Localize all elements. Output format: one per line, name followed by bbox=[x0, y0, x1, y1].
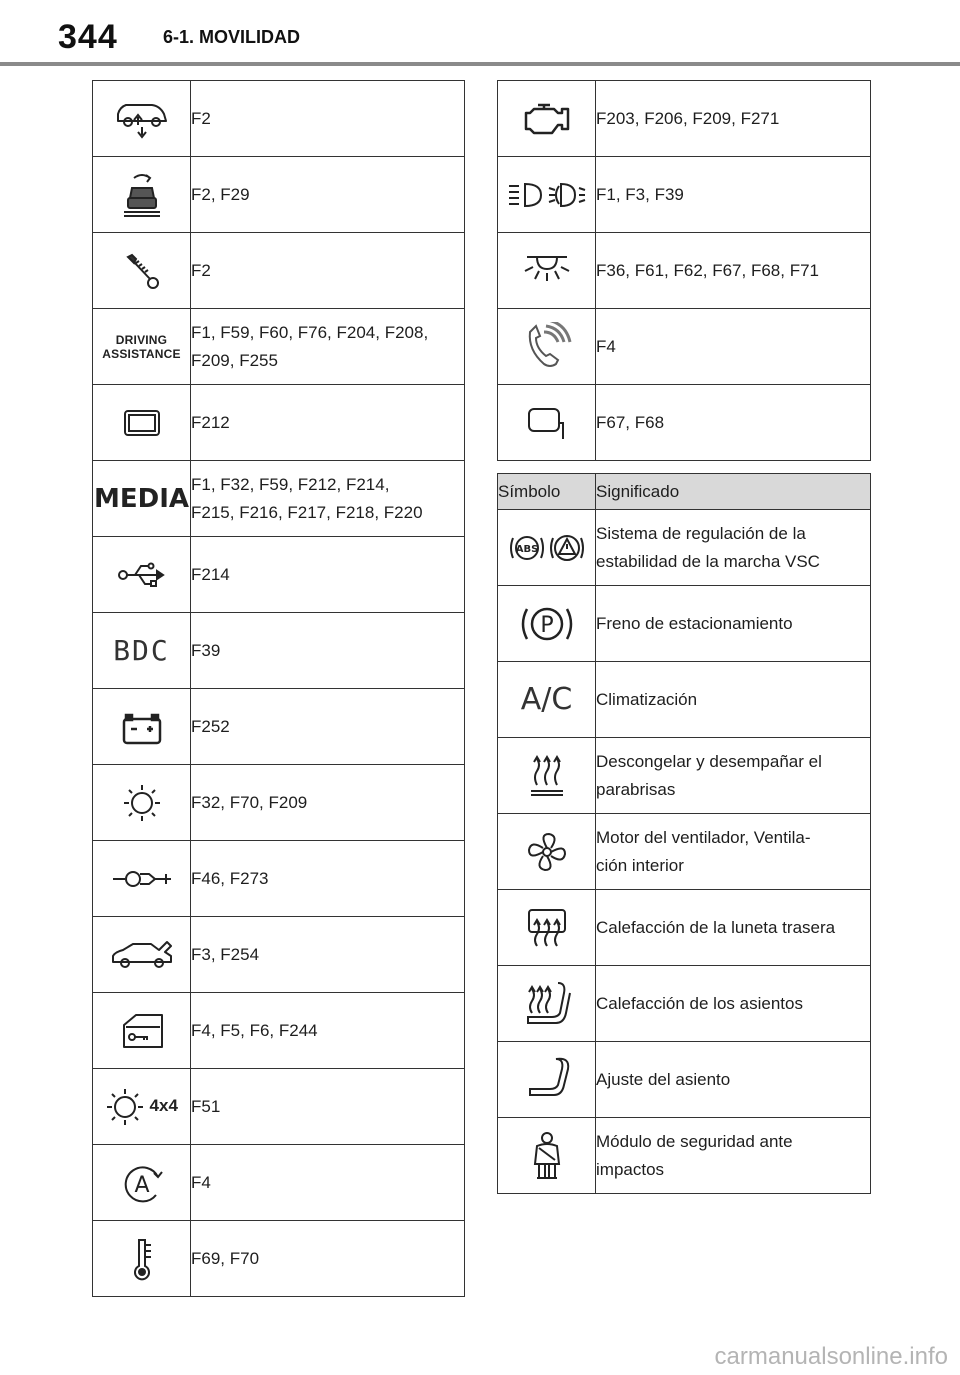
fuse-list bbox=[191, 461, 465, 537]
table-row bbox=[93, 157, 465, 233]
auto-stop-start-icon bbox=[93, 1145, 191, 1221]
interior-light-icon bbox=[498, 233, 596, 309]
seat-adjust-icon bbox=[498, 1042, 596, 1118]
ac-icon bbox=[498, 662, 596, 738]
symbol-column-header: Símbolo bbox=[498, 474, 596, 510]
fuse-list: F67, F68 bbox=[596, 385, 871, 461]
table-row bbox=[498, 814, 871, 890]
bdc-icon bbox=[93, 613, 191, 689]
fuse-list: F46, F273 bbox=[191, 841, 465, 917]
car-lift-icon bbox=[93, 157, 191, 233]
fuse-list-line: F215, F216, F217, F218, F220 bbox=[191, 502, 423, 522]
media-icon bbox=[93, 461, 191, 537]
wrench-icon bbox=[93, 233, 191, 309]
fuse-list: F252 bbox=[191, 689, 465, 765]
fuse-list-line: F1, F32, F59, F212, F214, bbox=[191, 474, 390, 494]
table-header-row bbox=[498, 474, 871, 510]
table-row bbox=[93, 917, 465, 993]
fuse-list: F32, F70, F209 bbox=[191, 765, 465, 841]
meaning-column-header: Significado bbox=[596, 474, 871, 510]
table-row bbox=[498, 157, 871, 233]
fan-icon bbox=[498, 814, 596, 890]
table-row bbox=[498, 738, 871, 814]
bdc-label: BDC bbox=[113, 634, 170, 667]
fuse-list: F69, F70 bbox=[191, 1221, 465, 1297]
parking-brake-icon bbox=[498, 586, 596, 662]
watermark: carmanualsonline.info bbox=[714, 1343, 948, 1370]
fuse-list: F214 bbox=[191, 537, 465, 613]
phone-bluetooth-icon bbox=[498, 309, 596, 385]
meaning-text: Freno de estacionamiento bbox=[596, 586, 871, 662]
page-number: 344 bbox=[58, 18, 118, 56]
cigarette-lighter-socket-icon bbox=[93, 841, 191, 917]
header-divider bbox=[0, 62, 960, 66]
meaning-text: Ajuste del asiento bbox=[596, 1042, 871, 1118]
table-row bbox=[498, 309, 871, 385]
seat-heater-icon bbox=[498, 966, 596, 1042]
meaning-line: parabrisas bbox=[596, 779, 676, 799]
thermometer-icon bbox=[93, 1221, 191, 1297]
sun-gear-icon bbox=[93, 765, 191, 841]
table-row bbox=[498, 662, 871, 738]
fuse-list: F2, F29 bbox=[191, 157, 465, 233]
driving-assistance-label-1: DRIVING bbox=[115, 332, 168, 347]
fuse-list-line: F209, F255 bbox=[191, 350, 278, 370]
table-row bbox=[498, 890, 871, 966]
fuse-list: F51 bbox=[191, 1069, 465, 1145]
symbol-meaning-table bbox=[497, 473, 871, 1194]
page-header bbox=[0, 0, 960, 80]
headlight-foglight-icon bbox=[498, 157, 596, 233]
table-row bbox=[498, 1118, 871, 1194]
engine-check-icon bbox=[498, 81, 596, 157]
fuse-list: F36, F61, F62, F67, F68, F71 bbox=[596, 233, 871, 309]
table-row bbox=[93, 385, 465, 461]
meaning-text bbox=[596, 738, 871, 814]
meaning-line: Descongelar y desempañar el bbox=[596, 751, 822, 771]
meaning-text: Climatización bbox=[596, 662, 871, 738]
table-row bbox=[498, 510, 871, 586]
display-screen-icon bbox=[93, 385, 191, 461]
left-fuse-table bbox=[92, 80, 465, 1297]
table-row bbox=[93, 613, 465, 689]
table-row bbox=[93, 1069, 465, 1145]
table-row bbox=[498, 385, 871, 461]
fuse-list: F203, F206, F209, F271 bbox=[596, 81, 871, 157]
table-row bbox=[93, 993, 465, 1069]
meaning-line: Motor del ventilador, Ventila- bbox=[596, 827, 811, 847]
section-title: 6-1. MOVILIDAD bbox=[163, 27, 301, 47]
door-key-icon bbox=[93, 993, 191, 1069]
table-row bbox=[93, 1221, 465, 1297]
table-row bbox=[93, 1145, 465, 1221]
fuse-list: F2 bbox=[191, 233, 465, 309]
media-label: MEDIA bbox=[93, 483, 189, 514]
meaning-line: impactos bbox=[596, 1159, 665, 1179]
parking-brake-letter: P bbox=[539, 612, 554, 638]
table-row bbox=[93, 841, 465, 917]
meaning-line: Sistema de regulación de la bbox=[596, 523, 806, 543]
fuse-list: F3, F254 bbox=[191, 917, 465, 993]
battery-icon bbox=[93, 689, 191, 765]
table-row bbox=[93, 233, 465, 309]
windshield-defrost-icon bbox=[498, 738, 596, 814]
fuse-list: F4 bbox=[191, 1145, 465, 1221]
meaning-text bbox=[596, 814, 871, 890]
driving-assistance-icon bbox=[93, 309, 191, 385]
abs-warning-icon bbox=[498, 510, 596, 586]
suv-height-adjust-icon bbox=[93, 81, 191, 157]
ac-label: A/C bbox=[520, 682, 573, 717]
meaning-line: estabilidad de la marcha VSC bbox=[596, 551, 820, 571]
usb-icon bbox=[93, 537, 191, 613]
table-row bbox=[93, 81, 465, 157]
driving-assistance-label-2: ASSISTANCE bbox=[102, 346, 181, 361]
mirror-icon bbox=[498, 385, 596, 461]
table-row bbox=[93, 309, 465, 385]
auto-stop-start-letter: A bbox=[133, 1172, 150, 1198]
meaning-text bbox=[596, 510, 871, 586]
fuse-list: F212 bbox=[191, 385, 465, 461]
table-row bbox=[498, 586, 871, 662]
fuse-list-line: F1, F59, F60, F76, F204, F208, bbox=[191, 322, 429, 342]
airbag-seatbelt-icon bbox=[498, 1118, 596, 1194]
abs-label: ABS bbox=[515, 543, 538, 555]
fuse-list: F1, F3, F39 bbox=[596, 157, 871, 233]
meaning-text: Calefacción de la luneta trasera bbox=[596, 890, 871, 966]
table-row bbox=[498, 1042, 871, 1118]
rear-defrost-icon bbox=[498, 890, 596, 966]
table-row bbox=[93, 689, 465, 765]
table-row bbox=[498, 233, 871, 309]
fuse-list: F2 bbox=[191, 81, 465, 157]
right-fuse-table bbox=[497, 80, 871, 461]
table-row bbox=[498, 81, 871, 157]
fuse-list: F4 bbox=[596, 309, 871, 385]
meaning-text bbox=[596, 1118, 871, 1194]
table-row bbox=[93, 537, 465, 613]
meaning-line: Módulo de seguridad ante bbox=[596, 1131, 793, 1151]
car-trunk-open-icon bbox=[93, 917, 191, 993]
sun-gear-4x4-icon bbox=[93, 1069, 191, 1145]
table-row bbox=[498, 966, 871, 1042]
4x4-label: 4x4 bbox=[149, 1095, 178, 1115]
fuse-list: F39 bbox=[191, 613, 465, 689]
meaning-text: Calefacción de los asientos bbox=[596, 966, 871, 1042]
table-row bbox=[93, 461, 465, 537]
table-row bbox=[93, 765, 465, 841]
meaning-line: ción interior bbox=[596, 855, 684, 875]
fuse-list bbox=[191, 309, 465, 385]
fuse-list: F4, F5, F6, F244 bbox=[191, 993, 465, 1069]
